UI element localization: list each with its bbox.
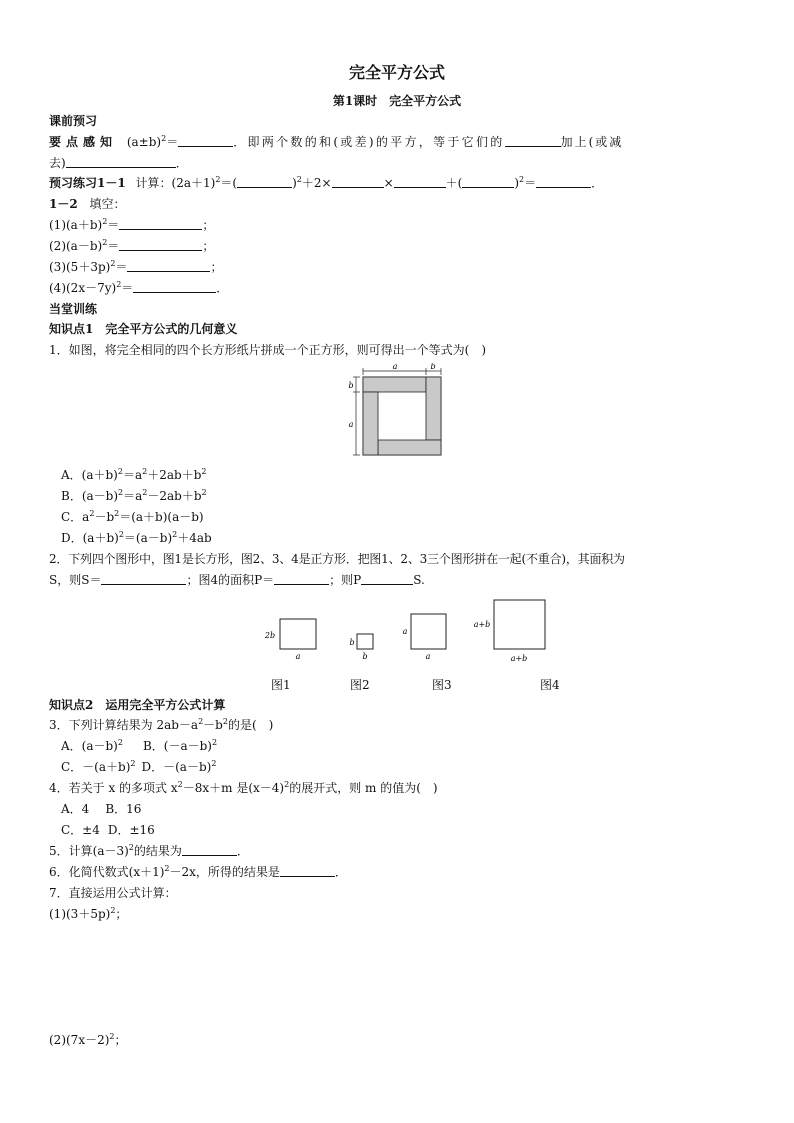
practice-text: ): [514, 176, 520, 190]
item-text: ；: [202, 218, 215, 232]
q4-text: 4．若关于 x 的多项式 x: [49, 781, 178, 795]
item-text: ；: [210, 260, 223, 274]
answer-blank[interactable]: [280, 864, 335, 877]
answer-blank[interactable]: [462, 175, 514, 188]
label-a-plus-b: a+b: [510, 654, 528, 663]
sup: 2: [102, 217, 108, 226]
fill-item-2: [49, 237, 214, 255]
item-text: ＝: [107, 239, 120, 253]
q6-text: －2x，所得的结果是: [169, 865, 280, 879]
sup: 2: [177, 780, 183, 789]
sup: 2: [215, 175, 221, 184]
sup: 2: [519, 175, 525, 184]
key-points-line2: [49, 154, 188, 172]
section-classwork: 当堂训练: [49, 302, 98, 316]
sup: 2: [130, 759, 136, 768]
practice-text: ＋(: [445, 176, 463, 190]
question-5: [49, 842, 249, 860]
fill-item-3: [49, 258, 222, 276]
practice-text: 计算：(2a＋1): [135, 176, 216, 190]
q7-text: (1)(3＋5p): [49, 907, 111, 921]
sup: 2: [296, 175, 302, 184]
sup: 2: [212, 738, 218, 747]
question-7-part-1: [49, 905, 127, 923]
practice-text: ＋2×: [301, 176, 332, 190]
option-a[interactable]: [61, 466, 206, 484]
option-text: ＋4ab: [177, 531, 212, 545]
q2-text: ；图4的面积P＝: [186, 573, 275, 587]
option-text: A．(a－b): [61, 739, 118, 753]
lesson-subtitle: 第1课时 完全平方公式: [332, 94, 462, 108]
option-text: －2ab＋b: [147, 489, 202, 503]
practice-text: ．: [591, 176, 604, 190]
option-c[interactable]: [61, 508, 204, 526]
q4-text: 的展开式，则 m 的值为( ): [289, 781, 438, 795]
question-2-line1: 2．下列四个图形中，图1是长方形，图2、3、4是正方形．把图1、2、3三个图形拼在一起(不重合)，其面积为: [49, 552, 625, 566]
option-a[interactable]: [61, 739, 123, 753]
sup: 2: [142, 467, 148, 476]
label-b: b: [348, 381, 354, 390]
label-b: b: [430, 363, 436, 371]
key-text: ．即两个数的和(或差)的平方，等于它们的: [233, 135, 505, 149]
question-6: [49, 863, 347, 881]
option-c[interactable]: C．±4: [61, 823, 100, 837]
sup: 2: [201, 488, 207, 497]
question-4-options-row1: [61, 800, 141, 818]
answer-blank[interactable]: [133, 280, 216, 293]
sup: 2: [161, 134, 167, 143]
q2-text: S.: [413, 573, 425, 587]
q5-text: 5．计算(a－3): [49, 844, 129, 858]
answer-blank[interactable]: [119, 238, 202, 251]
option-text: ＋2ab＋b: [147, 468, 202, 482]
page-title: 完全平方公式: [348, 63, 445, 82]
key-text: (a±b): [126, 135, 162, 149]
sup: 2: [110, 259, 116, 268]
item-text: ＝: [107, 218, 120, 232]
option-text: C．－(a＋b): [61, 760, 131, 774]
practice-1-1: [49, 174, 603, 192]
practice-label: 1－2: [49, 197, 78, 211]
fill-item-1: [49, 216, 214, 234]
sup: 2: [117, 467, 123, 476]
option-text: B．(a－b): [61, 489, 119, 503]
label-a: a: [295, 652, 301, 661]
q2-text: S，则S＝: [49, 573, 102, 587]
knowledge-point-2: 知识点2 运用完全平方公式计算: [49, 698, 226, 712]
option-d[interactable]: D．±16: [107, 823, 155, 837]
practice-1-2: [49, 195, 126, 213]
option-text: B．(－a－b): [142, 739, 212, 753]
label-a-plus-b: a+b: [473, 620, 491, 629]
item-text: (2)(a－b): [49, 239, 103, 253]
q3-text: 3．下列计算结果为 2ab－a: [49, 718, 199, 732]
sup: 2: [284, 780, 290, 789]
label-a: a: [402, 627, 408, 636]
answer-blank[interactable]: [119, 217, 202, 230]
option-c[interactable]: [61, 760, 135, 774]
key-text: 加上(或减: [560, 135, 624, 149]
q7-text: ；: [114, 1033, 127, 1047]
option-a[interactable]: A．4: [61, 802, 90, 816]
sup: 2: [222, 717, 228, 726]
practice-text: ＝(: [220, 176, 238, 190]
option-text: A．(a＋b): [61, 468, 118, 482]
answer-blank[interactable]: [182, 843, 237, 856]
item-text: (1)(a＋b): [49, 218, 103, 232]
item-text: (3)(5＋3p): [49, 260, 111, 274]
question-2-line2: [49, 571, 425, 589]
answer-blank[interactable]: [536, 175, 591, 188]
question-3-options-row2: [61, 758, 216, 776]
question-3: [49, 716, 273, 734]
sup: 2: [201, 467, 207, 476]
question-4: [49, 779, 438, 797]
question-4-options-row2: [61, 821, 155, 839]
practice-text: ＝: [524, 176, 537, 190]
sup: 2: [89, 509, 95, 518]
answer-blank[interactable]: [394, 175, 446, 188]
sup: 2: [118, 488, 124, 497]
answer-blank[interactable]: [274, 572, 329, 585]
answer-blank[interactable]: [127, 259, 210, 272]
q6-text: ．: [334, 865, 347, 879]
key-points-line1: [49, 133, 623, 151]
q3-text: －b: [203, 718, 223, 732]
label-b: b: [362, 652, 368, 661]
option-b[interactable]: B．16: [105, 802, 142, 816]
practice-text: ×: [383, 176, 394, 190]
sup: 2: [198, 717, 204, 726]
option-text: ＝a: [123, 489, 143, 503]
label-a: a: [425, 652, 431, 661]
caption-figure-4: 图4: [540, 678, 560, 692]
q5-text: ．: [236, 844, 249, 858]
item-text: ＝: [115, 260, 128, 274]
label-2b: 2b: [264, 631, 276, 640]
sup: 2: [102, 238, 108, 247]
sup: 2: [118, 530, 124, 539]
sup: 2: [211, 759, 217, 768]
caption-figure-1: 图1: [271, 678, 291, 692]
caption-figure-2: 图2: [350, 678, 370, 692]
four-shapes-figure: [258, 595, 558, 667]
q7-text: (2)(7x－2): [49, 1033, 110, 1047]
q2-text: ；则P: [329, 573, 362, 587]
q3-text: 的是( ): [227, 718, 274, 732]
item-text: ＝: [121, 281, 134, 295]
option-text: －b: [94, 510, 115, 524]
item-text: ．: [216, 281, 229, 295]
section-preview: 课前预习: [49, 114, 98, 128]
knowledge-point-1: 知识点1 完全平方公式的几何意义: [49, 322, 238, 336]
option-text: D．－(a－b): [141, 760, 212, 774]
key-text: ．: [175, 156, 188, 170]
sup: 2: [164, 864, 170, 873]
q5-text: 的结果为: [133, 844, 182, 858]
q7-text: ；: [115, 907, 128, 921]
label-a: a: [392, 363, 398, 371]
label-b: b: [349, 638, 355, 647]
question-1: 1．如图，将完全相同的四个长方形纸片拼成一个正方形，则可得出一个等式为( ): [49, 343, 487, 357]
sup: 2: [172, 530, 178, 539]
option-d[interactable]: [61, 529, 212, 547]
key-points-label: 要点感知: [49, 135, 118, 149]
option-text: C．a: [61, 510, 90, 524]
sup: 2: [116, 280, 122, 289]
option-b[interactable]: [61, 487, 207, 505]
question-7: 7．直接运用公式计算：: [49, 886, 177, 900]
option-text: ＝a: [122, 468, 143, 482]
question-3-options-row1: [61, 737, 217, 755]
answer-blank[interactable]: [101, 572, 186, 585]
sup: 2: [110, 906, 116, 915]
sup: 2: [114, 509, 120, 518]
key-text: ＝: [166, 135, 179, 149]
option-text: ＝(a－b): [123, 531, 173, 545]
answer-blank[interactable]: [332, 175, 384, 188]
caption-figure-3: 图3: [432, 678, 452, 692]
option-text: D．(a＋b): [61, 531, 119, 545]
sup: 2: [142, 488, 148, 497]
sup: 2: [109, 1032, 115, 1041]
question-7-part-2: [49, 1031, 127, 1049]
option-text: ＝(a＋b)(a－b): [119, 510, 204, 524]
answer-blank[interactable]: [505, 134, 561, 147]
fill-item-4: [49, 279, 228, 297]
practice-text: 填空：: [89, 197, 126, 211]
square-rectangles-figure: [343, 363, 447, 459]
key-text: 去): [49, 156, 66, 170]
answer-blank[interactable]: [178, 134, 233, 147]
q4-text: －8x＋m 是(x－4): [182, 781, 285, 795]
q6-text: 6．化简代数式(x＋1): [49, 865, 165, 879]
answer-blank[interactable]: [237, 175, 292, 188]
label-a: a: [348, 420, 354, 429]
item-text: (4)(2x－7y): [49, 281, 117, 295]
sup: 2: [117, 738, 123, 747]
practice-text: ): [292, 176, 297, 190]
answer-blank[interactable]: [66, 155, 176, 168]
sup: 2: [128, 843, 134, 852]
option-d[interactable]: [141, 760, 216, 774]
answer-blank[interactable]: [361, 572, 413, 585]
practice-label: 预习练习1－1: [49, 176, 126, 190]
option-b[interactable]: [143, 739, 217, 753]
item-text: ；: [202, 239, 215, 253]
